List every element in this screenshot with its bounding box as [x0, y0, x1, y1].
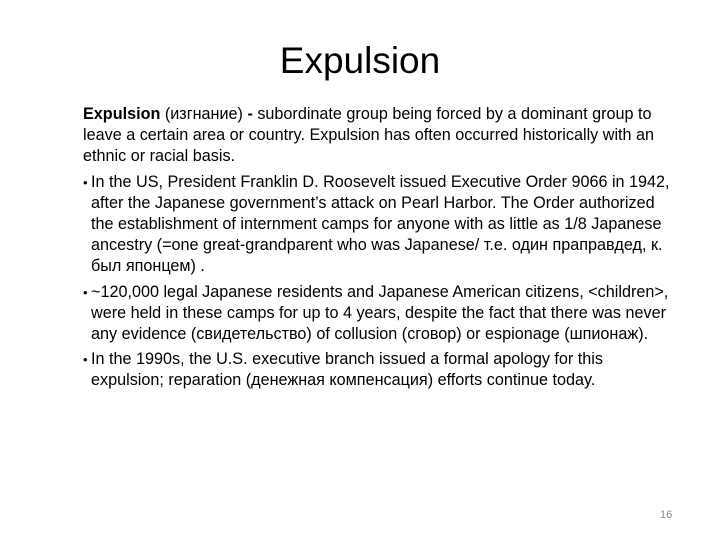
definition-translation: (изгнание)	[160, 105, 248, 123]
definition-term: Expulsion	[83, 105, 161, 123]
bullet-icon: •	[83, 174, 88, 190]
slide-body	[83, 104, 673, 396]
bullet-text: In the 1990s, the U.S. executive branch issued a formal apology for this expulsion; reparation (денежная компенсация) efforts continue today.	[91, 350, 603, 390]
bullet-item-internment	[83, 282, 673, 346]
bullet-text: ~120,000 legal Japanese residents and Japanese American citizens, <children>, were held in these camps for up to 4 years, despite the fact that there was never any evidence (свидетельство) of collusion (сговор) or espionage (шпионаж).	[91, 282, 669, 344]
bullet-icon: •	[83, 352, 88, 368]
definition-paragraph	[83, 104, 673, 168]
bullet-icon: •	[83, 284, 88, 300]
definition-dash: -	[247, 105, 258, 123]
slide-title: Expulsion	[279, 40, 441, 81]
bullet-item-executive-order	[83, 172, 673, 278]
bullet-item-apology	[83, 349, 673, 391]
definition-text: subordinate group being forced by a dominant group to leave a certain area or country. Expulsion has often occurred historically with an ethnic or racial basis.	[83, 105, 655, 166]
bullet-text: In the US, President Franklin D. Roosevelt issued Executive Order 9066 in 1942, after the Japanese government’s attack on Pearl Harbor. The Order authorized the establishment of internment camps for anyone with as little as 1/8 Japanese ancestry (=one great-grandparent who was Japanese/ т.е. один праправдед, к. был японцем) .	[91, 172, 670, 276]
slide-number: 16	[660, 509, 673, 521]
